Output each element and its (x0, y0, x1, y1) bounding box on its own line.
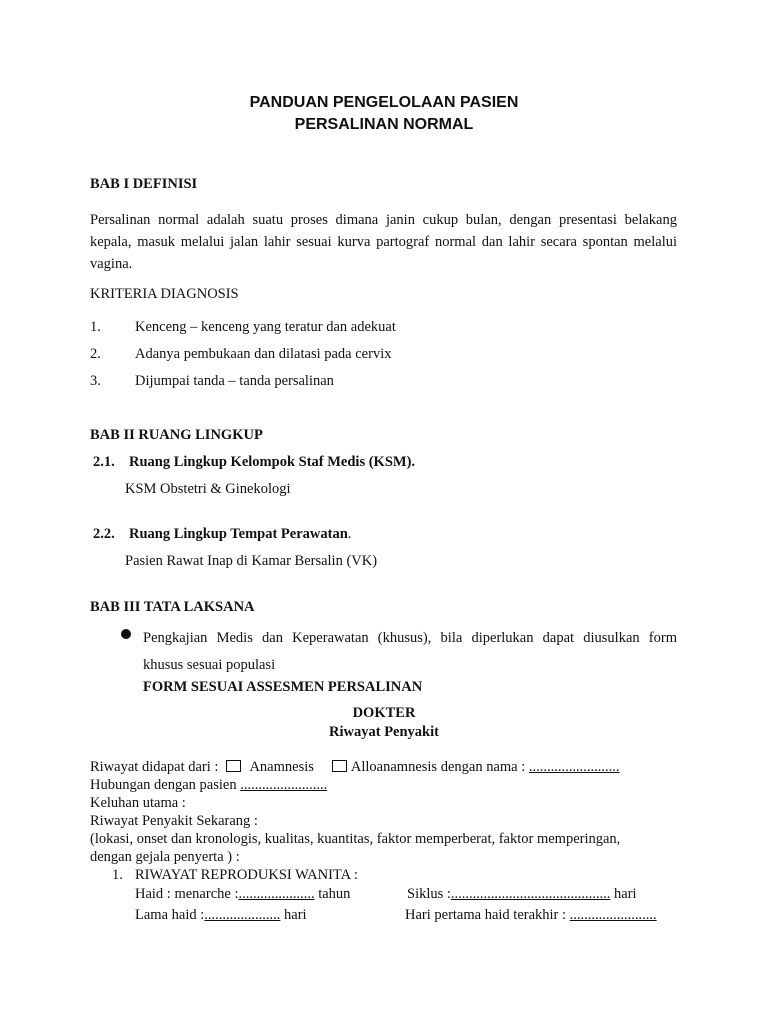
kriteria-num: 3. (90, 373, 101, 389)
alloanamnesis-label: Alloanamnesis dengan nama : (350, 759, 526, 775)
form-heading: FORM SESUAI ASSESMEN PERSALINAN (143, 679, 423, 695)
siklus-unit: hari (614, 886, 637, 902)
keluhan-utama-label: Keluhan utama : (90, 795, 186, 811)
menarche-field[interactable]: ..................... (238, 886, 315, 902)
hpht-field[interactable]: ........................ (569, 907, 657, 923)
alloanamnesis-name-field[interactable]: ......................... (528, 759, 620, 775)
section-2-2-number: 2.2. (93, 526, 115, 542)
rps-hint-line1: (lokasi, onset dan kronologis, kualitas, kuantitas, faktor memperberat, faktor memperingan, (90, 831, 621, 847)
kriteria-heading: KRITERIA DIAGNOSIS (90, 286, 239, 302)
bab1-paragraph-line: Persalinan normal adalah suatu proses dimana janin cukup bulan, dengan presentasi belakang (90, 212, 677, 228)
haid-row (135, 886, 350, 903)
bab1-heading: BAB I DEFINISI (90, 176, 198, 192)
section-2-1-number: 2.1. (93, 454, 115, 470)
section-2-1-value: KSM Obstetri & Ginekologi (125, 481, 291, 497)
section-2-2-heading (129, 526, 351, 543)
lama-haid-label: Lama haid : (135, 907, 205, 923)
section-2-2-value: Pasien Rawat Inap di Kamar Bersalin (VK) (125, 553, 378, 569)
kriteria-item: Kenceng – kenceng yang teratur dan adekuat (135, 319, 396, 335)
bab2-heading: BAB II RUANG LINGKUP (90, 427, 263, 443)
hubungan-field[interactable]: ........................ (240, 777, 328, 793)
bab1-paragraph-line: vagina. (90, 256, 133, 272)
riwayat-didapat-row (90, 759, 620, 776)
siklus-field[interactable]: ............................................ (450, 886, 611, 902)
lama-haid-field[interactable]: ..................... (204, 907, 281, 923)
hubungan-row (90, 777, 327, 794)
anamnesis-label: Anamnesis (249, 759, 314, 775)
reproduksi-heading: RIWAYAT REPRODUKSI WANITA : (135, 867, 358, 883)
lama-haid-row (135, 907, 307, 924)
alloanamnesis-checkbox[interactable] (332, 760, 347, 772)
bab3-bullet-text (143, 625, 677, 679)
haid-label: Haid : menarche : (135, 886, 239, 902)
rps-label: Riwayat Penyakit Sekarang : (90, 813, 258, 829)
bab1-paragraph-line: kepala, masuk melalui jalan lahir sesuai kurva partograf normal dan lahir secara spontan melalui (90, 234, 677, 250)
riwayat-penyakit-heading: Riwayat Penyakit (329, 724, 439, 740)
section-2-2-title: Ruang Lingkup Tempat Perawatan (129, 526, 348, 542)
kriteria-item: Dijumpai tanda – tanda persalinan (135, 373, 334, 389)
dokter-heading: DOKTER (352, 705, 416, 721)
lama-haid-unit: hari (284, 907, 307, 923)
anamnesis-checkbox[interactable] (226, 760, 241, 772)
document-title-line2: PERSALINAN NORMAL (294, 116, 474, 133)
kriteria-num: 2. (90, 346, 101, 362)
haid-unit: tahun (318, 886, 351, 902)
hubungan-label: Hubungan dengan pasien (90, 777, 237, 793)
bab3-bullet-line: Pengkajian Medis dan Keperawatan (khusus), bila diperlukan dapat diusulkan form (143, 630, 677, 646)
section-2-2-title-period: . (347, 526, 352, 542)
bab3-bullet-line: khusus sesuai populasi (143, 657, 276, 673)
bab3-heading: BAB III TATA LAKSANA (90, 599, 255, 615)
siklus-row (407, 886, 637, 903)
hpht-row (405, 907, 657, 924)
siklus-label: Siklus : (407, 886, 451, 902)
document-title-line1: PANDUAN PENGELOLAAN PASIEN (249, 94, 519, 111)
bullet-icon (121, 629, 131, 639)
rps-hint-line2: dengan gejala penyerta ) : (90, 849, 240, 865)
bab1-paragraph (90, 209, 677, 275)
hpht-label: Hari pertama haid terakhir : (405, 907, 567, 923)
kriteria-item: Adanya pembukaan dan dilatasi pada cervix (135, 346, 392, 362)
reproduksi-number: 1. (112, 867, 123, 883)
section-2-1-title: Ruang Lingkup Kelompok Staf Medis (KSM). (129, 454, 416, 470)
riwayat-didapat-label: Riwayat didapat dari : (90, 759, 219, 775)
kriteria-num: 1. (90, 319, 101, 335)
